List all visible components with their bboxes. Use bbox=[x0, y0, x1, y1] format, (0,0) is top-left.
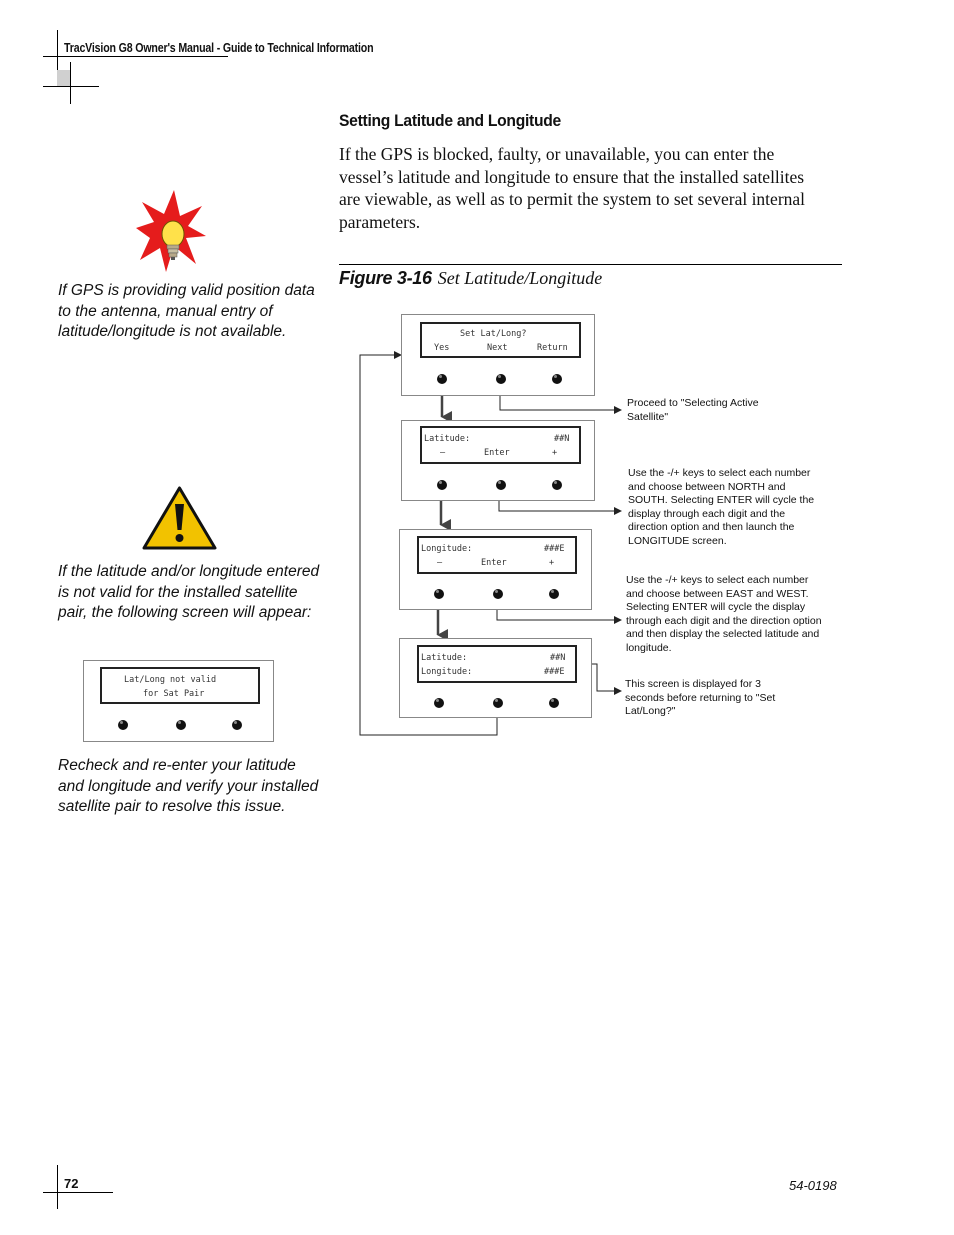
yes-button[interactable] bbox=[437, 374, 447, 384]
screen-longitude bbox=[399, 529, 592, 610]
error-lcd-line1: Lat/Long not valid bbox=[124, 675, 217, 685]
lcd-latitude bbox=[420, 426, 581, 464]
note-recheck: Recheck and re-enter your latitude and longitude and verify your installed satellite pair to resolve this issue. bbox=[58, 757, 319, 815]
annotation-proceed: Proceed to "Selecting Active Satellite" bbox=[627, 397, 759, 423]
softkey-enter-label: Enter bbox=[484, 448, 510, 458]
softkey-next-label: Next bbox=[487, 343, 508, 353]
plus-button[interactable] bbox=[552, 480, 562, 490]
lcd-longitude bbox=[417, 536, 577, 574]
screen-set-latlong bbox=[401, 314, 595, 396]
next-button[interactable] bbox=[496, 374, 506, 384]
summary-longitude-value: ###E bbox=[544, 667, 565, 677]
longitude-label: Longitude: bbox=[421, 544, 473, 554]
latitude-value: ##N bbox=[554, 434, 570, 444]
lcd-latlong-summary bbox=[417, 645, 577, 683]
note-gps-valid: If GPS is providing valid position data to the antenna, manual entry of latitude/longitude is not available. bbox=[58, 282, 315, 340]
minus-button[interactable] bbox=[434, 589, 444, 599]
page-header: TracVision G8 Owner's Manual - Guide to Technical Information bbox=[64, 41, 374, 55]
knob-button-right[interactable] bbox=[549, 698, 559, 708]
softkey-plus-label: + bbox=[549, 558, 555, 568]
softkey-return-label: Return bbox=[537, 343, 568, 353]
lcd-set-latlong bbox=[420, 322, 581, 358]
softkey-plus-label: + bbox=[552, 448, 558, 458]
longitude-value: ###E bbox=[544, 544, 565, 554]
softkey-minus-label: – bbox=[440, 448, 446, 458]
summary-latitude-label: Latitude: bbox=[421, 653, 468, 663]
document-number: 54-0198 bbox=[789, 1178, 837, 1193]
annotation-display-timeout: This screen is displayed for 3 seconds before returning to "Set Lat/Long?" bbox=[625, 678, 776, 718]
figure-title: Set Latitude/Longitude bbox=[437, 268, 603, 288]
softkey-enter-label: Enter bbox=[481, 558, 507, 568]
softkey-yes-label: Yes bbox=[434, 343, 450, 353]
knob-button-center[interactable] bbox=[493, 698, 503, 708]
screen-latitude bbox=[401, 420, 595, 501]
crop-mark bbox=[57, 1165, 58, 1209]
knob-button-left[interactable] bbox=[434, 698, 444, 708]
section-heading: Setting Latitude and Longitude bbox=[339, 111, 561, 130]
enter-button[interactable] bbox=[496, 480, 506, 490]
footer-rule bbox=[43, 1192, 113, 1193]
note-invalid-latlong: If the latitude and/or longitude entered is not valid for the installed satellite pair, the following screen will appear: bbox=[58, 563, 320, 621]
figure-number: Figure 3-16 bbox=[339, 268, 432, 288]
lcd-prompt: Set Lat/Long? bbox=[460, 329, 527, 339]
summary-latitude-value: ##N bbox=[550, 653, 566, 663]
annotation-latitude-help: Use the -/+ keys to select each number and choose between NORTH and SOUTH. Selecting ENTER will cycle the display through each digit and the direction option and then launch the LONGITUDE screen. bbox=[628, 467, 815, 547]
body-paragraph: If the GPS is blocked, faulty, or unavailable, you can enter the vessel’s latitude and longitude to ensure that the installed satellites are viewable, as well as to permit the system to set several internal parameters. bbox=[339, 144, 806, 232]
screen-latlong-summary bbox=[399, 638, 592, 718]
error-lcd-line2: for Sat Pair bbox=[143, 689, 205, 699]
minus-button[interactable] bbox=[437, 480, 447, 490]
return-button[interactable] bbox=[552, 374, 562, 384]
annotation-longitude-help: Use the -/+ keys to select each number and choose between EAST and WEST. Selecting ENTER will cycle the display through each digit and the direction option and then display the selected latitude and longitude. bbox=[626, 574, 822, 654]
latitude-label: Latitude: bbox=[424, 434, 471, 444]
page-number: 72 bbox=[64, 1176, 79, 1191]
enter-button[interactable] bbox=[493, 589, 503, 599]
softkey-minus-label: – bbox=[437, 558, 443, 568]
summary-longitude-label: Longitude: bbox=[421, 667, 473, 677]
plus-button[interactable] bbox=[549, 589, 559, 599]
